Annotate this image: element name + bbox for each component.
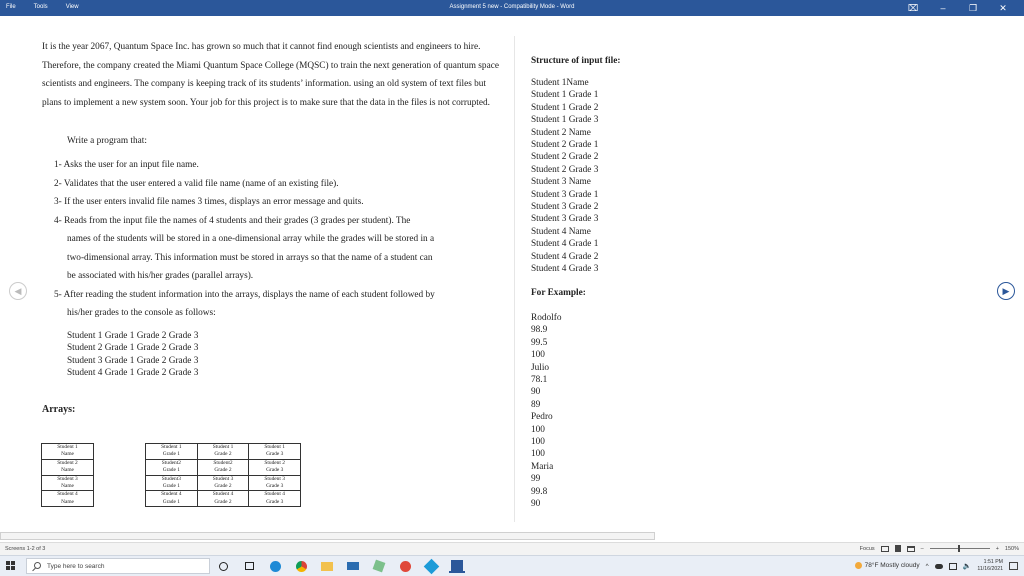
onedrive-icon[interactable] <box>935 564 943 569</box>
table-cell <box>197 475 249 491</box>
step-4-line-4: be associated with his/her grades (parallel arrays). <box>67 271 254 281</box>
table-cell <box>42 491 94 507</box>
taskbar-apps <box>215 559 465 573</box>
example-line: 99 <box>531 474 541 485</box>
cell-line: Grade 1 <box>162 451 180 458</box>
cell-line: Grade 2 <box>214 483 232 490</box>
names-array-table <box>41 443 94 507</box>
weather-text: 78°F Mostly cloudy <box>864 562 920 570</box>
table-cell <box>42 459 94 475</box>
cell-line: Student 1 <box>161 444 182 450</box>
table-cell <box>249 491 301 507</box>
clock-time: 1:51 PM <box>983 559 1003 565</box>
step-4-line-2: names of the students will be stored in a one-dimensional array while the grades will be stored in a <box>67 234 435 244</box>
cell-line: Grade 3 <box>266 467 284 474</box>
cell-line: Student3 <box>161 475 181 482</box>
table-cell <box>42 444 94 460</box>
structure-line: Student 2 Name <box>531 127 591 138</box>
step-4 <box>54 212 502 231</box>
table-row <box>42 444 94 460</box>
zoom-slider[interactable] <box>930 548 990 549</box>
step-3 <box>54 193 502 212</box>
structure-line: Student 4 Grade 3 <box>531 264 599 275</box>
cell-line: Grade 3 <box>266 483 284 490</box>
windows-start-icon[interactable] <box>6 561 16 571</box>
table-row <box>42 459 94 475</box>
table-cell <box>249 459 301 475</box>
file-explorer-icon[interactable] <box>319 559 335 573</box>
minimize-button[interactable]: – <box>940 3 946 13</box>
step-number: 2- <box>54 178 62 189</box>
console-line: Student 2 Grade 1 Grade 2 Grade 3 <box>67 343 199 354</box>
cell-line: Student 3 <box>57 475 78 482</box>
window-controls <box>898 1 1018 15</box>
document-page <box>0 16 1024 542</box>
cell-line: Student 3 <box>264 475 285 482</box>
mail-icon[interactable] <box>345 559 361 573</box>
search-placeholder: Type here to search <box>47 563 105 570</box>
office-app-icon[interactable] <box>397 559 413 573</box>
table-cell <box>42 475 94 491</box>
title-bar <box>0 0 1024 16</box>
zoom-out-button[interactable]: – <box>920 545 924 552</box>
structure-line: Student 3 Name <box>531 177 591 188</box>
clock[interactable] <box>977 559 1003 573</box>
chrome-icon[interactable] <box>293 559 309 573</box>
close-button[interactable]: ✕ <box>999 3 1007 13</box>
layout-icon[interactable]: ⌧ <box>907 3 919 13</box>
console-line: Student 3 Grade 1 Grade 2 Grade 3 <box>67 355 199 366</box>
cell-line: Student 1 <box>264 444 285 450</box>
structure-heading: Structure of input file: <box>531 56 621 66</box>
example-heading: For Example: <box>531 288 586 298</box>
table-cell <box>146 459 198 475</box>
column-divider <box>514 36 515 522</box>
cell-line: Grade 2 <box>214 498 232 505</box>
cell-line: Grade 3 <box>266 498 284 505</box>
web-layout-icon[interactable] <box>907 546 915 552</box>
zoom-slider-knob[interactable] <box>958 545 960 552</box>
menu-tools[interactable]: Tools <box>33 4 48 10</box>
taskbar-search-box[interactable] <box>26 558 210 574</box>
step-2 <box>54 175 502 194</box>
table-row <box>146 444 301 460</box>
network-icon[interactable] <box>949 563 957 570</box>
next-screen-button[interactable]: ▶ <box>997 282 1015 300</box>
step-1 <box>54 156 502 175</box>
example-list <box>531 312 561 511</box>
console-line: Student 4 Grade 1 Grade 2 Grade 3 <box>67 368 199 379</box>
table-cell <box>146 491 198 507</box>
focus-button[interactable]: Focus <box>859 545 875 552</box>
step-text: Asks the user for an input file name. <box>63 160 199 170</box>
cell-line: Student 3 <box>212 475 234 482</box>
cell-line: Student2 <box>213 459 233 466</box>
table-row <box>42 491 94 507</box>
table-row <box>146 475 301 491</box>
print-layout-icon[interactable] <box>895 545 901 552</box>
table-cell <box>197 491 249 507</box>
example-line: Rodolfo <box>531 313 562 323</box>
intro-paragraph: It is the year 2067, Quantum Space Inc. has grown so much that it cannot find enough scientists and engineers to hire. Therefore, the company created the Miami Quantum Space College (MQSC) to train the next generation of quantum space scientists and engineers. The company is keeping track of its students’ information. using an old system of text files but plans to implement a new system soon. Your job for this project is to make sure that the data in the files is not corrupted. <box>42 42 499 108</box>
table-row <box>42 475 94 491</box>
status-bar <box>0 542 1024 555</box>
step-text: If the user enters invalid file names 3 times, displays an error message and quits. <box>64 197 364 207</box>
cell-line: Grade 3 <box>266 451 284 458</box>
arrays-heading: Arrays: <box>42 404 76 415</box>
edge-icon[interactable] <box>267 559 283 573</box>
step-number: 4- <box>54 215 62 226</box>
cell-line: Student 4 <box>161 491 182 498</box>
step-text: Reads from the input file the names of 4 students and their grades (3 grades per student). The <box>64 215 411 226</box>
volume-icon[interactable]: 🔈 <box>962 563 972 570</box>
cell-line: Name <box>61 483 74 490</box>
example-line: 90 <box>531 387 541 398</box>
word-icon[interactable] <box>449 559 465 573</box>
cell-line: Name <box>61 467 74 474</box>
previous-screen-button[interactable]: ◀ <box>9 282 27 300</box>
grades-array-table <box>145 443 301 507</box>
table-cell <box>197 444 249 460</box>
structure-line: Student 1 Grade 2 <box>531 102 599 113</box>
screens-indicator: Screens 1-2 of 3 <box>5 546 46 552</box>
structure-line: Student 3 Grade 1 <box>531 189 599 200</box>
write-program-label: Write a program that: <box>67 136 147 146</box>
notification-icon[interactable] <box>1009 562 1018 570</box>
example-line: Pedro <box>531 412 553 423</box>
cell-line: Student 1 <box>57 444 78 450</box>
menu-view[interactable]: View <box>65 4 79 10</box>
table-cell <box>146 475 198 491</box>
structure-list <box>531 77 598 276</box>
task-view-icon[interactable] <box>241 559 257 573</box>
cell-line: Grade 2 <box>214 467 232 474</box>
step-number: 5- <box>54 289 62 300</box>
cell-line: Student 4 <box>57 491 78 498</box>
steps-list <box>54 156 502 323</box>
console-line: Student 1 Grade 1 Grade 2 Grade 3 <box>67 331 199 341</box>
table-row <box>146 491 301 507</box>
left-column <box>42 38 500 112</box>
weather-icon <box>855 562 862 569</box>
step-4-line-3: two-dimensional array. This information must be stored in arrays so that the name of a student can <box>67 252 433 263</box>
step-number: 1- <box>54 160 62 170</box>
tray-chevron-icon[interactable]: ^ <box>925 562 929 570</box>
structure-line: Student 3 Grade 3 <box>531 214 599 225</box>
table-cell <box>146 444 198 460</box>
example-line: 100 <box>531 424 545 435</box>
cell-line: Grade 1 <box>162 467 180 474</box>
zoom-in-button[interactable]: + <box>995 545 999 552</box>
cell-line: Student 4 <box>264 491 285 498</box>
vscode-icon[interactable] <box>423 559 439 573</box>
structure-line: Student 4 Name <box>531 226 591 237</box>
cortana-icon[interactable] <box>215 559 231 573</box>
windows-taskbar <box>0 555 1024 576</box>
structure-line: Student 4 Grade 2 <box>531 251 599 262</box>
step-number: 3- <box>54 197 62 207</box>
table-cell <box>197 459 249 475</box>
step-text: After reading the student information into the arrays, displays the name of each student followed by <box>63 289 435 300</box>
weather-widget[interactable] <box>855 562 920 569</box>
cell-line: Student 4 <box>212 491 234 498</box>
structure-line: Student 1 Grade 1 <box>531 90 599 101</box>
cell-line: Grade 1 <box>162 498 180 505</box>
search-icon <box>34 562 41 569</box>
example-line: 98.9 <box>531 325 548 336</box>
structure-line: Student 3 Grade 2 <box>531 202 599 213</box>
example-line: 100 <box>531 449 545 460</box>
document-title: Assignment 5 new - Compatibility Mode - Word <box>449 4 575 10</box>
horizontal-scrollbar[interactable] <box>0 532 655 540</box>
step-5-line-2: his/her grades to the console as follows: <box>67 308 216 318</box>
cell-line: Name <box>61 498 74 505</box>
restore-button[interactable]: ❐ <box>968 3 978 13</box>
cell-line: Student 1 <box>212 444 234 450</box>
system-tray <box>855 559 1018 573</box>
console-output-example <box>67 330 198 380</box>
cell-line: Student 2 <box>264 459 285 466</box>
read-mode-icon[interactable] <box>881 546 889 552</box>
structure-line: Student 2 Grade 2 <box>531 152 599 163</box>
step-5 <box>54 286 502 305</box>
sticky-notes-icon[interactable] <box>371 559 387 573</box>
structure-line: Student 1Name <box>531 78 589 88</box>
table-cell <box>249 444 301 460</box>
example-line: Julio <box>531 362 550 373</box>
example-line: 99.8 <box>531 486 548 497</box>
zoom-level[interactable]: 150% <box>1004 545 1019 552</box>
example-line: 90 <box>531 499 541 510</box>
step-text: Validates that the user entered a valid file name (name of an existing file). <box>63 178 339 189</box>
structure-line: Student 2 Grade 1 <box>531 140 599 151</box>
cell-line: Grade 1 <box>162 483 180 490</box>
structure-line: Student 1 Grade 3 <box>531 115 599 126</box>
structure-line: Student 4 Grade 1 <box>531 239 599 250</box>
cell-line: Grade 2 <box>214 451 232 458</box>
example-line: 100 <box>531 350 545 361</box>
example-line: 100 <box>531 437 545 448</box>
clock-date: 11/16/2021 <box>977 566 1003 572</box>
example-line: Maria <box>531 461 554 472</box>
structure-line: Student 2 Grade 3 <box>531 164 599 175</box>
cell-line: Student2 <box>161 459 181 466</box>
cell-line: Student 2 <box>57 459 78 466</box>
example-line: 99.5 <box>531 337 548 348</box>
table-cell <box>249 475 301 491</box>
table-row <box>146 459 301 475</box>
menu-file[interactable]: File <box>6 4 16 10</box>
example-line: 89 <box>531 399 541 410</box>
status-right-controls <box>860 545 1019 552</box>
cell-line: Name <box>61 451 74 458</box>
example-line: 78.1 <box>531 375 548 386</box>
